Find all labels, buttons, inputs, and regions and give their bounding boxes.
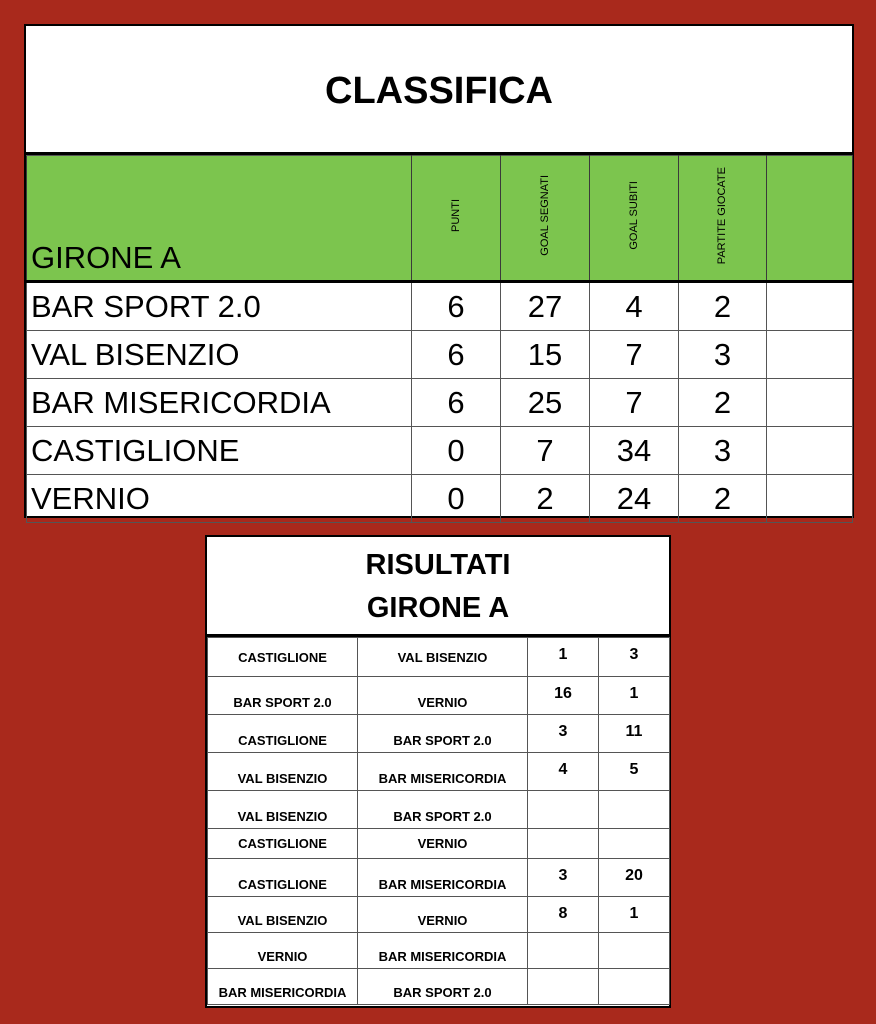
results-title-line2: GIRONE A <box>366 591 510 624</box>
away-team: BAR MISERICORDIA <box>358 933 528 969</box>
results-table <box>205 535 671 1008</box>
goal-subiti-cell: 4 <box>590 282 679 331</box>
table-row <box>27 379 853 427</box>
home-score: 1 <box>528 638 599 677</box>
punti-cell: 0 <box>412 475 501 523</box>
empty-cell <box>767 282 853 331</box>
empty-cell <box>767 427 853 475</box>
goal-subiti-cell: 7 <box>590 331 679 379</box>
home-score: 3 <box>528 859 599 897</box>
away-score <box>599 933 670 969</box>
punti-cell: 6 <box>412 379 501 427</box>
group-label: GIRONE A <box>27 156 412 282</box>
team-name: BAR SPORT 2.0 <box>27 282 412 331</box>
home-team: VAL BISENZIO <box>208 791 358 829</box>
table-row <box>208 897 670 933</box>
empty-cell <box>767 475 853 523</box>
table-row <box>27 331 853 379</box>
home-score <box>528 969 599 1005</box>
home-team: CASTIGLIONE <box>208 715 358 753</box>
away-score: 11 <box>599 715 670 753</box>
empty-cell <box>767 331 853 379</box>
away-score <box>599 791 670 829</box>
team-name: VAL BISENZIO <box>27 331 412 379</box>
table-row <box>208 791 670 829</box>
home-score: 8 <box>528 897 599 933</box>
home-score: 4 <box>528 753 599 791</box>
table-row <box>208 638 670 677</box>
table-row <box>27 427 853 475</box>
team-name: CASTIGLIONE <box>27 427 412 475</box>
away-score: 1 <box>599 897 670 933</box>
partite-giocate-cell: 3 <box>679 427 767 475</box>
goal-subiti-cell: 24 <box>590 475 679 523</box>
away-score: 1 <box>599 677 670 715</box>
punti-cell: 6 <box>412 282 501 331</box>
goal-segnati-cell: 25 <box>501 379 590 427</box>
results-title-line1: RISULTATI <box>365 548 511 581</box>
team-name: BAR MISERICORDIA <box>27 379 412 427</box>
home-team: CASTIGLIONE <box>208 829 358 859</box>
home-score <box>528 791 599 829</box>
standings-header-row <box>27 156 853 282</box>
punti-cell: 6 <box>412 331 501 379</box>
home-team: CASTIGLIONE <box>208 638 358 677</box>
away-team: BAR SPORT 2.0 <box>358 715 528 753</box>
away-score: 3 <box>599 638 670 677</box>
away-team: VERNIO <box>358 829 528 859</box>
table-row <box>208 829 670 859</box>
goal-segnati-cell: 7 <box>501 427 590 475</box>
home-team: BAR MISERICORDIA <box>208 969 358 1005</box>
column-header-goal-segnati: GOAL SEGNATI <box>501 156 590 282</box>
home-score <box>528 933 599 969</box>
team-name: VERNIO <box>27 475 412 523</box>
away-score: 5 <box>599 753 670 791</box>
away-score <box>599 829 670 859</box>
partite-giocate-cell: 2 <box>679 475 767 523</box>
home-team: VERNIO <box>208 933 358 969</box>
away-team: VERNIO <box>358 677 528 715</box>
partite-giocate-cell: 2 <box>679 379 767 427</box>
column-header-punti: PUNTI <box>412 156 501 282</box>
home-team: BAR SPORT 2.0 <box>208 677 358 715</box>
standings-grid <box>26 155 853 523</box>
table-row <box>208 933 670 969</box>
column-header-empty <box>767 156 853 282</box>
results-grid <box>207 637 670 1005</box>
away-team: BAR SPORT 2.0 <box>358 969 528 1005</box>
table-row <box>27 475 853 523</box>
home-team: VAL BISENZIO <box>208 753 358 791</box>
table-row <box>208 677 670 715</box>
standings-table <box>24 24 854 518</box>
home-score: 3 <box>528 715 599 753</box>
goal-segnati-cell: 27 <box>501 282 590 331</box>
goal-segnati-cell: 2 <box>501 475 590 523</box>
away-team: BAR MISERICORDIA <box>358 859 528 897</box>
results-title <box>207 537 669 637</box>
table-row <box>208 715 670 753</box>
home-team: CASTIGLIONE <box>208 859 358 897</box>
table-row <box>27 282 853 331</box>
away-team: VAL BISENZIO <box>358 638 528 677</box>
column-header-goal-subiti: GOAL SUBITI <box>590 156 679 282</box>
away-team: VERNIO <box>358 897 528 933</box>
column-header-partite-giocate: PARTITE GIOCATE <box>679 156 767 282</box>
away-team: BAR SPORT 2.0 <box>358 791 528 829</box>
partite-giocate-cell: 2 <box>679 282 767 331</box>
goal-segnati-cell: 15 <box>501 331 590 379</box>
punti-cell: 0 <box>412 427 501 475</box>
empty-cell <box>767 379 853 427</box>
away-team: BAR MISERICORDIA <box>358 753 528 791</box>
goal-subiti-cell: 7 <box>590 379 679 427</box>
standings-title: CLASSIFICA <box>26 26 852 155</box>
table-row <box>208 859 670 897</box>
table-row <box>208 753 670 791</box>
home-team: VAL BISENZIO <box>208 897 358 933</box>
home-score: 16 <box>528 677 599 715</box>
home-score <box>528 829 599 859</box>
table-row <box>208 969 670 1005</box>
goal-subiti-cell: 34 <box>590 427 679 475</box>
away-score <box>599 969 670 1005</box>
away-score: 20 <box>599 859 670 897</box>
partite-giocate-cell: 3 <box>679 331 767 379</box>
